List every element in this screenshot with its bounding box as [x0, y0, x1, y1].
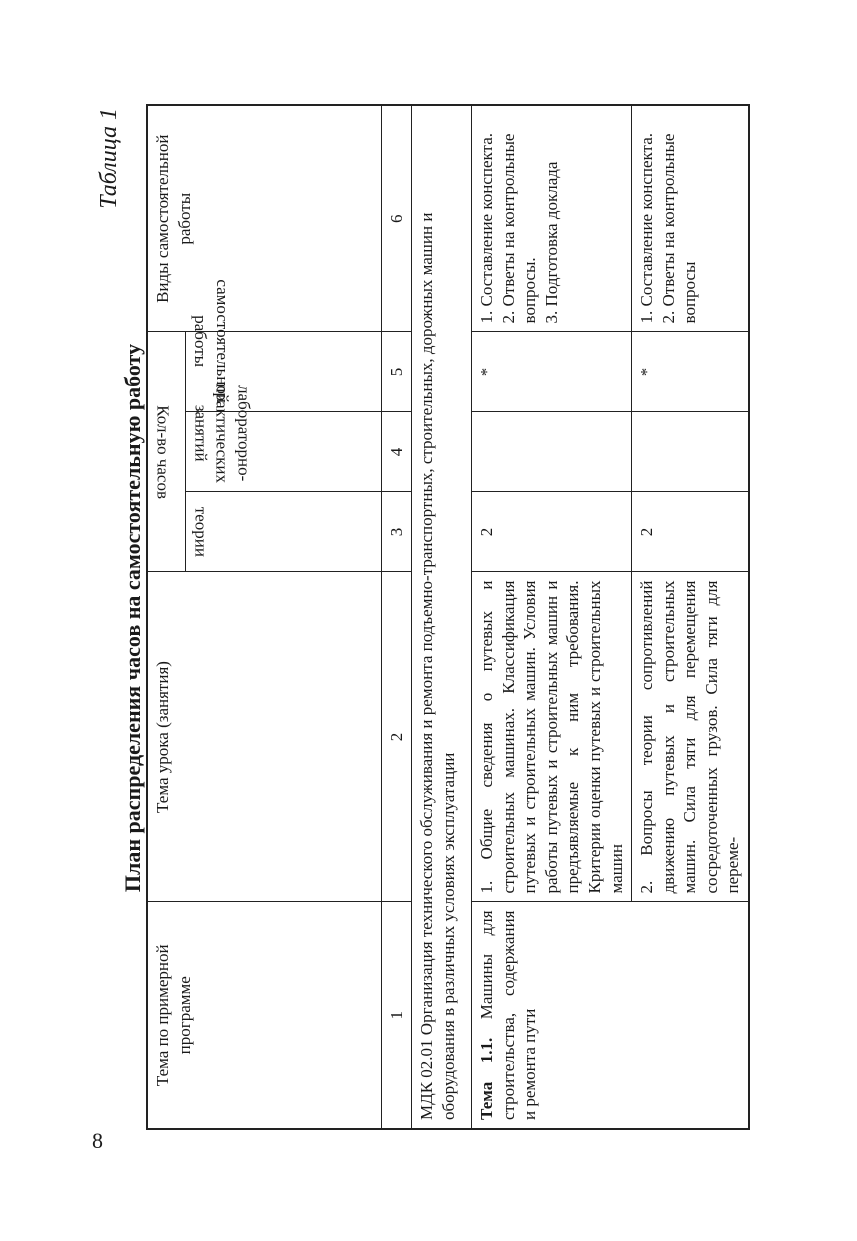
self-hours-1: *: [472, 332, 632, 412]
rotated-page-content: [88, 70, 788, 1170]
column-number-2: 2: [381, 572, 412, 902]
column-number-1: 1: [381, 902, 412, 1129]
header-theory-text: теории: [191, 506, 211, 558]
header-lab-practice: [185, 383, 381, 492]
header-lesson-topic: Тема урока (занятия): [147, 572, 381, 902]
lesson-2: 2. Вопросы теории сопротивлений движению путевых и строительных машин. Сила тяги для перемещения сосредоточенных грузов. Сила тяги для переме-: [632, 572, 749, 902]
activities-1: [472, 105, 632, 332]
column-number-4: 4: [381, 412, 412, 492]
header-hours-group-text: Кол-во часов: [153, 405, 173, 499]
column-number-5: 5: [381, 332, 412, 412]
header-hours-group: [147, 332, 185, 572]
activities-2: [632, 105, 749, 332]
topic-text: Машины для строительства, содержания и ремонта пути: [477, 910, 540, 1120]
theory-hours-1: 2: [472, 492, 632, 572]
topic-cell: [472, 902, 749, 1129]
lab-hours-1: [472, 412, 632, 492]
header-self-work: [185, 279, 381, 412]
section-title-mdk: МДК 02.01 Организация технического обслуживания и ремонта подъемно-транспортных, строительных, дорожных машин и оборудования в различных условиях эксплуатации: [412, 105, 472, 1129]
header-lab-practice-text: лабораторно-практических занятий: [191, 383, 254, 484]
page-number: 8: [92, 1128, 103, 1153]
topic-number: Тема 1.1.: [477, 1037, 497, 1120]
lab-hours-2: [632, 412, 749, 492]
theory-hours-2: 2: [632, 492, 749, 572]
header-theory: [185, 492, 381, 572]
lesson-1: 1. Общие сведения о путевых и строительных машинах. Классификация путевых и строительных машин. Условия работы путевых и строительных машин и предъявляемые к ним требования. Критерии оценки путевых и строительных машин: [472, 572, 632, 902]
activity-item: 2. Ответы на контрольные вопросы.: [498, 133, 540, 324]
activity-item: 2. Ответы на контрольные вопросы: [658, 133, 700, 324]
hours-plan-table: [146, 104, 750, 1130]
column-number-6: 6: [381, 105, 412, 332]
activity-item: 1. Составление конспекта.: [477, 133, 497, 324]
activity-item: 3. Подготовка доклада: [541, 161, 561, 324]
table-label: Таблица 1: [96, 108, 122, 209]
document-title: План распределения часов на самостоятельную работу: [120, 343, 145, 893]
self-hours-2: *: [632, 332, 749, 412]
header-self-work-text: самостоятельной работы: [191, 279, 232, 404]
activity-item: 1. Составление конспекта.: [637, 133, 657, 324]
header-topic-program: Тема по примерной программе: [147, 902, 381, 1129]
column-number-3: 3: [381, 492, 412, 572]
header-self-work-types: Виды самостоятельной работы: [147, 105, 381, 332]
